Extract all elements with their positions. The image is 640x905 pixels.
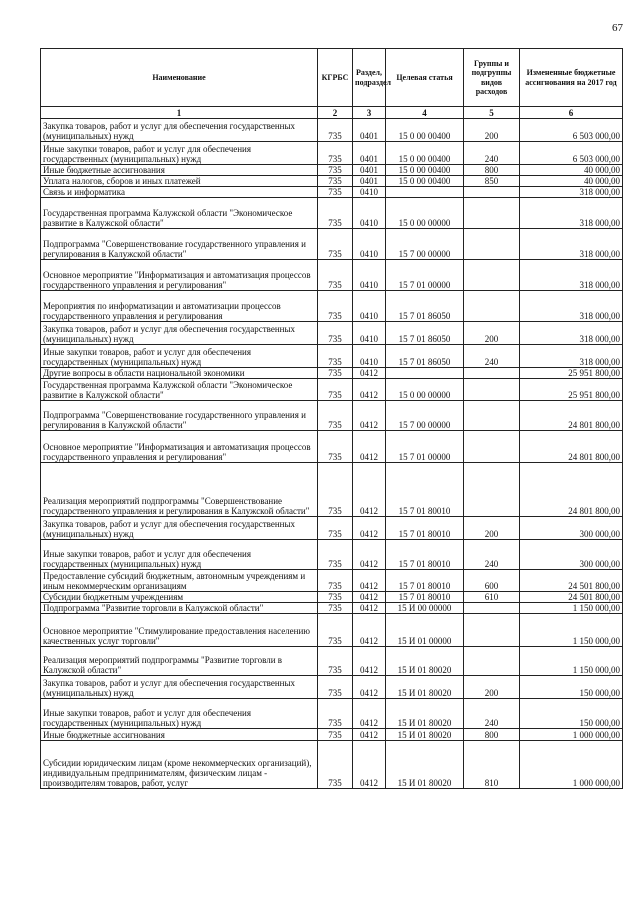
cell-name: Подпрограмма "Совершенствование государственного управления и регулирования в Калужской области" [41,401,318,431]
cell-kgrbs: 735 [318,676,353,699]
table-row [41,187,623,198]
column-number-row [41,107,623,119]
table-row [41,345,623,368]
cell-name: Основное мероприятие "Информатизация и автоматизация процессов государственного управления и регулирования" [41,431,318,463]
cell-kgrbs: 735 [318,431,353,463]
cell-amount: 6 503 000,00 [520,142,623,165]
cell-target: 15 7 00 00000 [386,229,464,260]
cell-target: 15 0 00 00000 [386,198,464,229]
cell-amount: 300 000,00 [520,540,623,570]
cell-target: 15 7 01 86050 [386,345,464,368]
column-number: 3 [353,107,386,119]
cell-kgrbs: 735 [318,463,353,517]
cell-kgrbs: 735 [318,592,353,603]
cell-amount: 1 150 000,00 [520,647,623,676]
table-row [41,142,623,165]
cell-group: 240 [464,540,520,570]
cell-kgrbs: 735 [318,229,353,260]
cell-kgrbs: 735 [318,187,353,198]
cell-kgrbs: 735 [318,741,353,789]
cell-group [464,603,520,614]
cell-amount: 24 801 800,00 [520,463,623,517]
table-row [41,463,623,517]
cell-section: 0401 [353,119,386,142]
cell-section: 0412 [353,699,386,729]
table-row [41,729,623,741]
table-row [41,431,623,463]
column-number: 5 [464,107,520,119]
cell-amount: 318 000,00 [520,198,623,229]
cell-name: Связь и информатика [41,187,318,198]
cell-name: Реализация мероприятий подпрограммы "Совершенствование государственного управления и регулирования в Калужской области" [41,463,318,517]
cell-section: 0410 [353,345,386,368]
table-row [41,229,623,260]
header-target: Целевая статья [386,49,464,107]
cell-amount: 40 000,00 [520,176,623,187]
budget-table [40,48,623,789]
cell-section: 0412 [353,592,386,603]
cell-kgrbs: 735 [318,540,353,570]
table-row [41,368,623,379]
table-row [41,176,623,187]
cell-section: 0412 [353,431,386,463]
page-number: 67 [612,22,623,34]
cell-group: 240 [464,699,520,729]
cell-group [464,401,520,431]
cell-name: Закупка товаров, работ и услуг для обеспечения государственных (муниципальных) нужд [41,676,318,699]
cell-section: 0412 [353,676,386,699]
cell-amount: 318 000,00 [520,291,623,322]
cell-amount: 1 150 000,00 [520,614,623,647]
cell-name: Основное мероприятие "Информатизация и автоматизация процессов государственного управления и регулирования" [41,260,318,291]
cell-amount: 6 503 000,00 [520,119,623,142]
cell-name: Государственная программа Калужской области "Экономическое развитие в Калужской области" [41,198,318,229]
cell-kgrbs: 735 [318,291,353,322]
header-kgrbs: КГРБС [318,49,353,107]
table-row [41,647,623,676]
cell-amount: 300 000,00 [520,517,623,540]
cell-amount: 1 150 000,00 [520,603,623,614]
cell-section: 0412 [353,570,386,592]
cell-amount: 318 000,00 [520,322,623,345]
cell-kgrbs: 735 [318,165,353,176]
cell-kgrbs: 735 [318,345,353,368]
cell-target: 15 7 01 80010 [386,540,464,570]
cell-target: 15 7 01 86050 [386,322,464,345]
cell-name: Иные закупки товаров, работ и услуг для обеспечения государственных (муниципальных) нужд [41,345,318,368]
table-row [41,119,623,142]
table-row [41,676,623,699]
cell-kgrbs: 735 [318,142,353,165]
cell-name: Субсидии юридическим лицам (кроме некоммерческих организаций), индивидуальным предпринимателям, физическим лицам - производителям товаров, работ, услуг [41,741,318,789]
table-row [41,322,623,345]
column-number: 1 [41,107,318,119]
cell-group: 200 [464,676,520,699]
cell-section: 0410 [353,198,386,229]
cell-group: 200 [464,517,520,540]
cell-kgrbs: 735 [318,322,353,345]
cell-amount: 25 951 800,00 [520,368,623,379]
table-row [41,517,623,540]
cell-amount: 24 501 800,00 [520,570,623,592]
cell-kgrbs: 735 [318,729,353,741]
cell-name: Иные бюджетные ассигнования [41,729,318,741]
cell-amount: 40 000,00 [520,165,623,176]
cell-name: Уплата налогов, сборов и иных платежей [41,176,318,187]
cell-name: Закупка товаров, работ и услуг для обеспечения государственных (муниципальных) нужд [41,322,318,345]
cell-section: 0401 [353,176,386,187]
cell-group: 850 [464,176,520,187]
cell-section: 0410 [353,187,386,198]
table-row [41,198,623,229]
cell-name: Иные закупки товаров, работ и услуг для обеспечения государственных (муниципальных) нужд [41,540,318,570]
cell-kgrbs: 735 [318,401,353,431]
cell-section: 0410 [353,322,386,345]
cell-group [464,198,520,229]
cell-target: 15 7 01 00000 [386,260,464,291]
cell-amount: 318 000,00 [520,187,623,198]
cell-target: 15 0 00 00000 [386,379,464,401]
table-row [41,379,623,401]
cell-group [464,368,520,379]
cell-amount: 24 801 800,00 [520,431,623,463]
cell-target: 15 7 01 86050 [386,291,464,322]
cell-kgrbs: 735 [318,176,353,187]
cell-name: Мероприятия по информатизации и автоматизации процессов государственного управления и регулирования [41,291,318,322]
table-row [41,603,623,614]
cell-amount: 318 000,00 [520,345,623,368]
cell-group: 240 [464,345,520,368]
cell-kgrbs: 735 [318,368,353,379]
cell-target: 15 0 00 00400 [386,165,464,176]
cell-group [464,431,520,463]
cell-kgrbs: 735 [318,614,353,647]
cell-target: 15 7 01 80010 [386,517,464,540]
cell-group [464,260,520,291]
cell-kgrbs: 735 [318,198,353,229]
cell-name: Другие вопросы в области национальной экономики [41,368,318,379]
table-row [41,165,623,176]
cell-amount: 150 000,00 [520,699,623,729]
cell-amount: 318 000,00 [520,260,623,291]
header-name: Наименование [41,49,318,107]
header-groups: Группы и подгруппы видов расходов [464,49,520,107]
cell-group: 200 [464,119,520,142]
cell-group: 240 [464,142,520,165]
cell-name: Закупка товаров, работ и услуг для обеспечения государственных (муниципальных) нужд [41,517,318,540]
cell-section: 0412 [353,401,386,431]
cell-group [464,229,520,260]
cell-section: 0412 [353,517,386,540]
table-row [41,291,623,322]
cell-section: 0412 [353,647,386,676]
cell-group: 800 [464,729,520,741]
cell-section: 0412 [353,368,386,379]
cell-group [464,647,520,676]
cell-section: 0410 [353,260,386,291]
cell-group [464,379,520,401]
cell-amount: 1 000 000,00 [520,741,623,789]
cell-target [386,187,464,198]
cell-group: 800 [464,165,520,176]
cell-name: Иные закупки товаров, работ и услуг для обеспечения государственных (муниципальных) нужд [41,142,318,165]
cell-name: Закупка товаров, работ и услуг для обеспечения государственных (муниципальных) нужд [41,119,318,142]
cell-target: 15 0 00 00400 [386,119,464,142]
cell-kgrbs: 735 [318,119,353,142]
header-amount: Измененные бюджетные ассигнования на 2017 год [520,49,623,107]
cell-target: 15 7 01 80010 [386,592,464,603]
cell-section: 0410 [353,229,386,260]
cell-name: Субсидии бюджетным учреждениям [41,592,318,603]
cell-target: 15 7 00 00000 [386,401,464,431]
cell-section: 0412 [353,603,386,614]
cell-target: 15 0 00 00400 [386,142,464,165]
cell-amount: 24 801 800,00 [520,401,623,431]
cell-target: 15 И 00 00000 [386,603,464,614]
cell-kgrbs: 735 [318,260,353,291]
cell-section: 0401 [353,165,386,176]
cell-name: Реализация мероприятий подпрограммы "Развитие торговли в Калужской области" [41,647,318,676]
cell-section: 0412 [353,379,386,401]
cell-target: 15 И 01 80020 [386,729,464,741]
cell-name: Основное мероприятие "Стимулирование предоставления населению качественных услуг торговли" [41,614,318,647]
cell-target: 15 И 01 80020 [386,741,464,789]
table-row [41,741,623,789]
cell-target: 15 7 01 00000 [386,431,464,463]
cell-target: 15 И 01 00000 [386,614,464,647]
cell-amount: 150 000,00 [520,676,623,699]
table-row [41,401,623,431]
cell-group: 610 [464,592,520,603]
cell-group: 200 [464,322,520,345]
cell-target: 15 0 00 00400 [386,176,464,187]
cell-section: 0412 [353,463,386,517]
column-number: 2 [318,107,353,119]
table-row [41,699,623,729]
table-row [41,614,623,647]
cell-section: 0412 [353,614,386,647]
cell-amount: 318 000,00 [520,229,623,260]
table-row [41,540,623,570]
cell-section: 0410 [353,291,386,322]
cell-group [464,614,520,647]
cell-kgrbs: 735 [318,517,353,540]
cell-target [386,368,464,379]
cell-section: 0412 [353,729,386,741]
cell-name: Предоставление субсидий бюджетным, автономным учреждениям и иным некоммерческим организациям [41,570,318,592]
cell-group [464,187,520,198]
header-section: Раздел, подраздел [353,49,386,107]
table-header [41,49,623,119]
cell-section: 0412 [353,540,386,570]
column-number: 4 [386,107,464,119]
cell-name: Подпрограмма "Развитие торговли в Калужской области" [41,603,318,614]
cell-group [464,463,520,517]
cell-target: 15 7 01 80010 [386,463,464,517]
cell-section: 0401 [353,142,386,165]
cell-amount: 25 951 800,00 [520,379,623,401]
cell-name: Подпрограмма "Совершенствование государственного управления и регулирования в Калужской области" [41,229,318,260]
cell-kgrbs: 735 [318,647,353,676]
cell-name: Государственная программа Калужской области "Экономическое развитие в Калужской области" [41,379,318,401]
cell-target: 15 7 01 80010 [386,570,464,592]
cell-kgrbs: 735 [318,379,353,401]
cell-target: 15 И 01 80020 [386,676,464,699]
cell-group [464,291,520,322]
cell-kgrbs: 735 [318,699,353,729]
cell-section: 0412 [353,741,386,789]
cell-amount: 1 000 000,00 [520,729,623,741]
column-number: 6 [520,107,623,119]
cell-kgrbs: 735 [318,603,353,614]
table-row [41,592,623,603]
cell-group: 600 [464,570,520,592]
cell-kgrbs: 735 [318,570,353,592]
cell-name: Иные бюджетные ассигнования [41,165,318,176]
cell-amount: 24 501 800,00 [520,592,623,603]
table-body [41,119,623,789]
cell-group: 810 [464,741,520,789]
cell-target: 15 И 01 80020 [386,699,464,729]
cell-name: Иные закупки товаров, работ и услуг для обеспечения государственных (муниципальных) нужд [41,699,318,729]
table-row [41,260,623,291]
cell-target: 15 И 01 80020 [386,647,464,676]
table-row [41,570,623,592]
